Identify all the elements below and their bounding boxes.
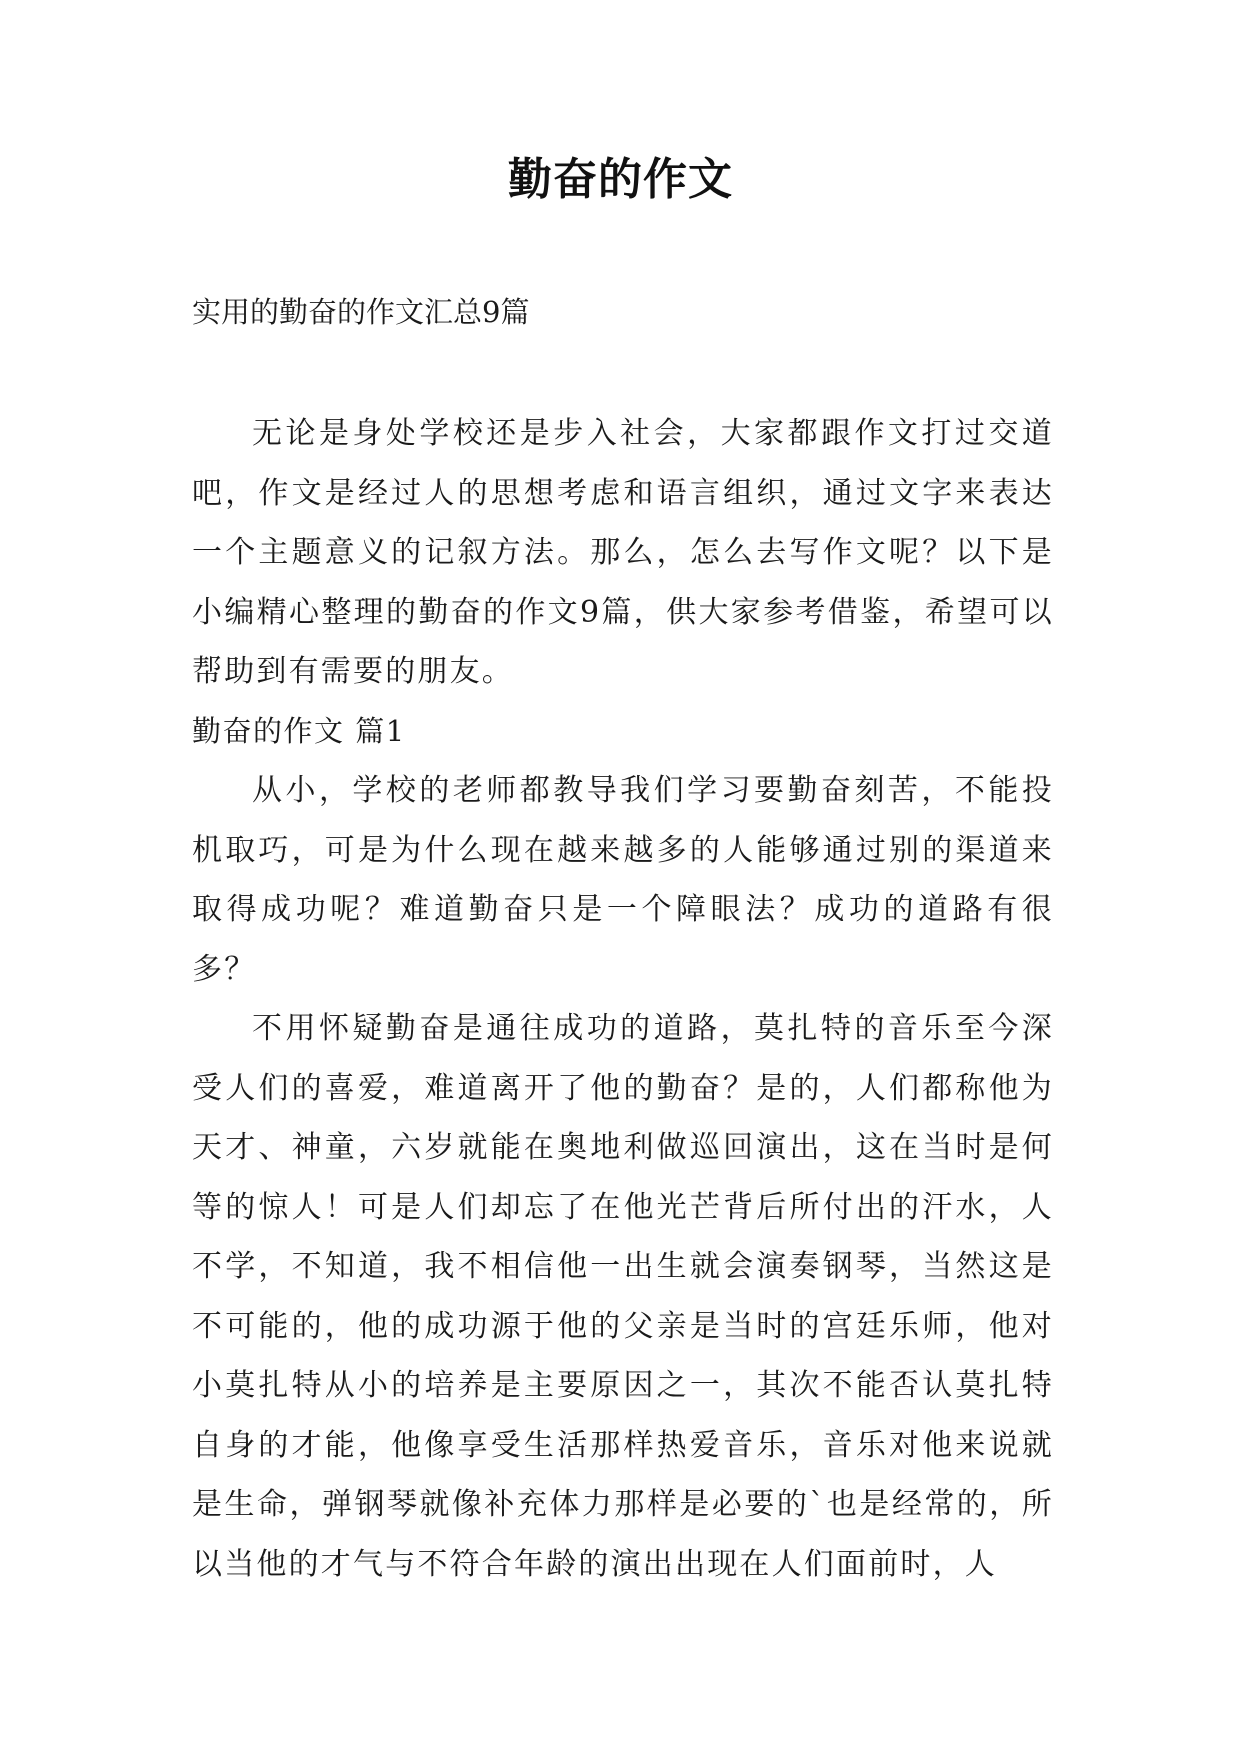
section-heading: 勤奋的作文 篇1 <box>192 713 406 748</box>
document-subtitle: 实用的勤奋的作文汇总9篇 <box>192 295 530 329</box>
body-paragraph: 不用怀疑勤奋是通往成功的道路，莫扎特的音乐至今深受人们的喜爱，难道离开了他的勤奋？是的，人们都称他为天才、神童，六岁就能在奥地利做巡回演出，这在当时是何等的惊人！可是人们却忘了在他光芒背后所付出的汗水，人不学，不知道，我不相信他一出生就会演奏钢琴，当然这是不可能的，他的成功源于他的父亲是当时的宫廷乐师，他对小莫扎特从小的培养是主要原因之一，其次不能否认莫扎特自身的才能，他像享受生活那样热爱音乐，音乐对他来说就是生命，弹钢琴就像补充体力那样是必要的`也是经常的，所以当他的才气与不符合年龄的演出出现在人们面前时，人 <box>192 1011 1054 1582</box>
document-body <box>192 404 1054 1594</box>
document-title: 勤奋的作文 <box>508 154 733 205</box>
intro-paragraph: 无论是身处学校还是步入社会，大家都跟作文打过交道吧，作文是经过人的思想考虑和语言组织，通过文字来表达一个主题意义的记叙方法。那么，怎么去写作文呢？以下是小编精心整理的勤奋的作文9篇，供大家参考借鉴，希望可以帮助到有需要的朋友。 <box>192 416 1054 689</box>
body-paragraph: 从小，学校的老师都教导我们学习要勤奋刻苦，不能投机取巧，可是为什么现在越来越多的人能够通过别的渠道来取得成功呢？难道勤奋只是一个障眼法？成功的道路有很多？ <box>192 773 1054 987</box>
